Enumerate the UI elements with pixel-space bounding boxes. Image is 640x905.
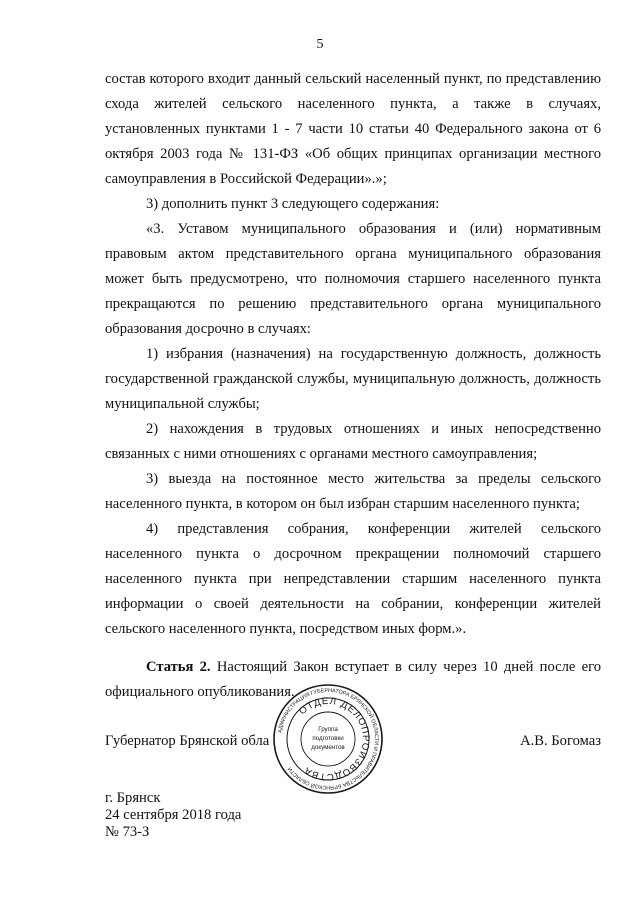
paragraph-case-2: 2) нахождения в трудовых отношениях и иных непосредственно связанных с ними отношениях с органами местного самоуправления; xyxy=(105,421,601,462)
seal-inner-text: ОТДЕЛ ДЕЛОПРОИЗВОДСТВА xyxy=(297,695,372,783)
seal-center-line-2: подготовки xyxy=(312,735,344,742)
footer-number: № 73-З xyxy=(105,824,150,840)
paragraph-continuation: состав которого входит данный сельский населенный пункт, по представлению схода жителей сельского населенного пункта, а также в случаях, установленных пунктами 1 - 7 части 10 статьи 40 Федерального закона от 6 октября 2003 года № 131-ФЗ «Об общих принципах организации местного самоуправления в Российской Федерации».»; xyxy=(105,71,601,187)
article-text: Настоящий Закон вступает в силу через 10 дней после его официального опубликования. xyxy=(105,659,601,700)
governor-name: А.В. Богомаз xyxy=(520,733,601,749)
paragraph-item-3: 3) дополнить пункт 3 следующего содержания: xyxy=(146,196,440,212)
seal-center-line-3: документов xyxy=(311,744,345,751)
governor-title: Губернатор Брянской обла xyxy=(105,733,270,749)
footer-city: г. Брянск xyxy=(105,790,161,806)
seal-outer-text: АДМИНИСТРАЦИЯ ГУБЕРНАТОРА БРЯНСКОЙ ОБЛАСТИ И ПРАВИТЕЛЬСТВА БРЯНСКОЙ ОБЛАСТИ xyxy=(277,687,380,791)
seal-center-line-1: Группа xyxy=(318,726,338,733)
page-number: 5 xyxy=(316,37,324,52)
office-seal xyxy=(272,683,384,795)
paragraph-clause-3: «3. Уставом муниципального образования и (или) нормативным правовым актом представительного органа муниципального образования может быть предусмотрено, что полномочия старшего населенного пункта прекращаются по решению представительного органа муниципального образования досрочно в случаях: xyxy=(105,221,601,337)
article-label: Статья 2. xyxy=(146,659,211,675)
paragraph-case-1: 1) избрания (назначения) на государственную должность, должность государственной гражданской службы, муниципальную должность, должность муниципальной службы; xyxy=(105,346,601,412)
paragraph-case-3: 3) выезда на постоянное место жительства за пределы сельского населенного пункта, в котором он был избран старшим населенного пункта; xyxy=(105,471,601,512)
footer-block xyxy=(105,790,241,841)
footer-date: 24 сентября 2018 года xyxy=(105,807,242,823)
document-body xyxy=(105,67,601,705)
paragraph-case-4: 4) представления собрания, конференции жителей сельского населенного пункта о досрочном прекращении полномочий старшего населенного пункта при непредставлении старшим населенного пункта информации о своей деятельности на собрании, конференции жителей сельского населенного пункта, посредством иных форм.». xyxy=(105,521,601,637)
